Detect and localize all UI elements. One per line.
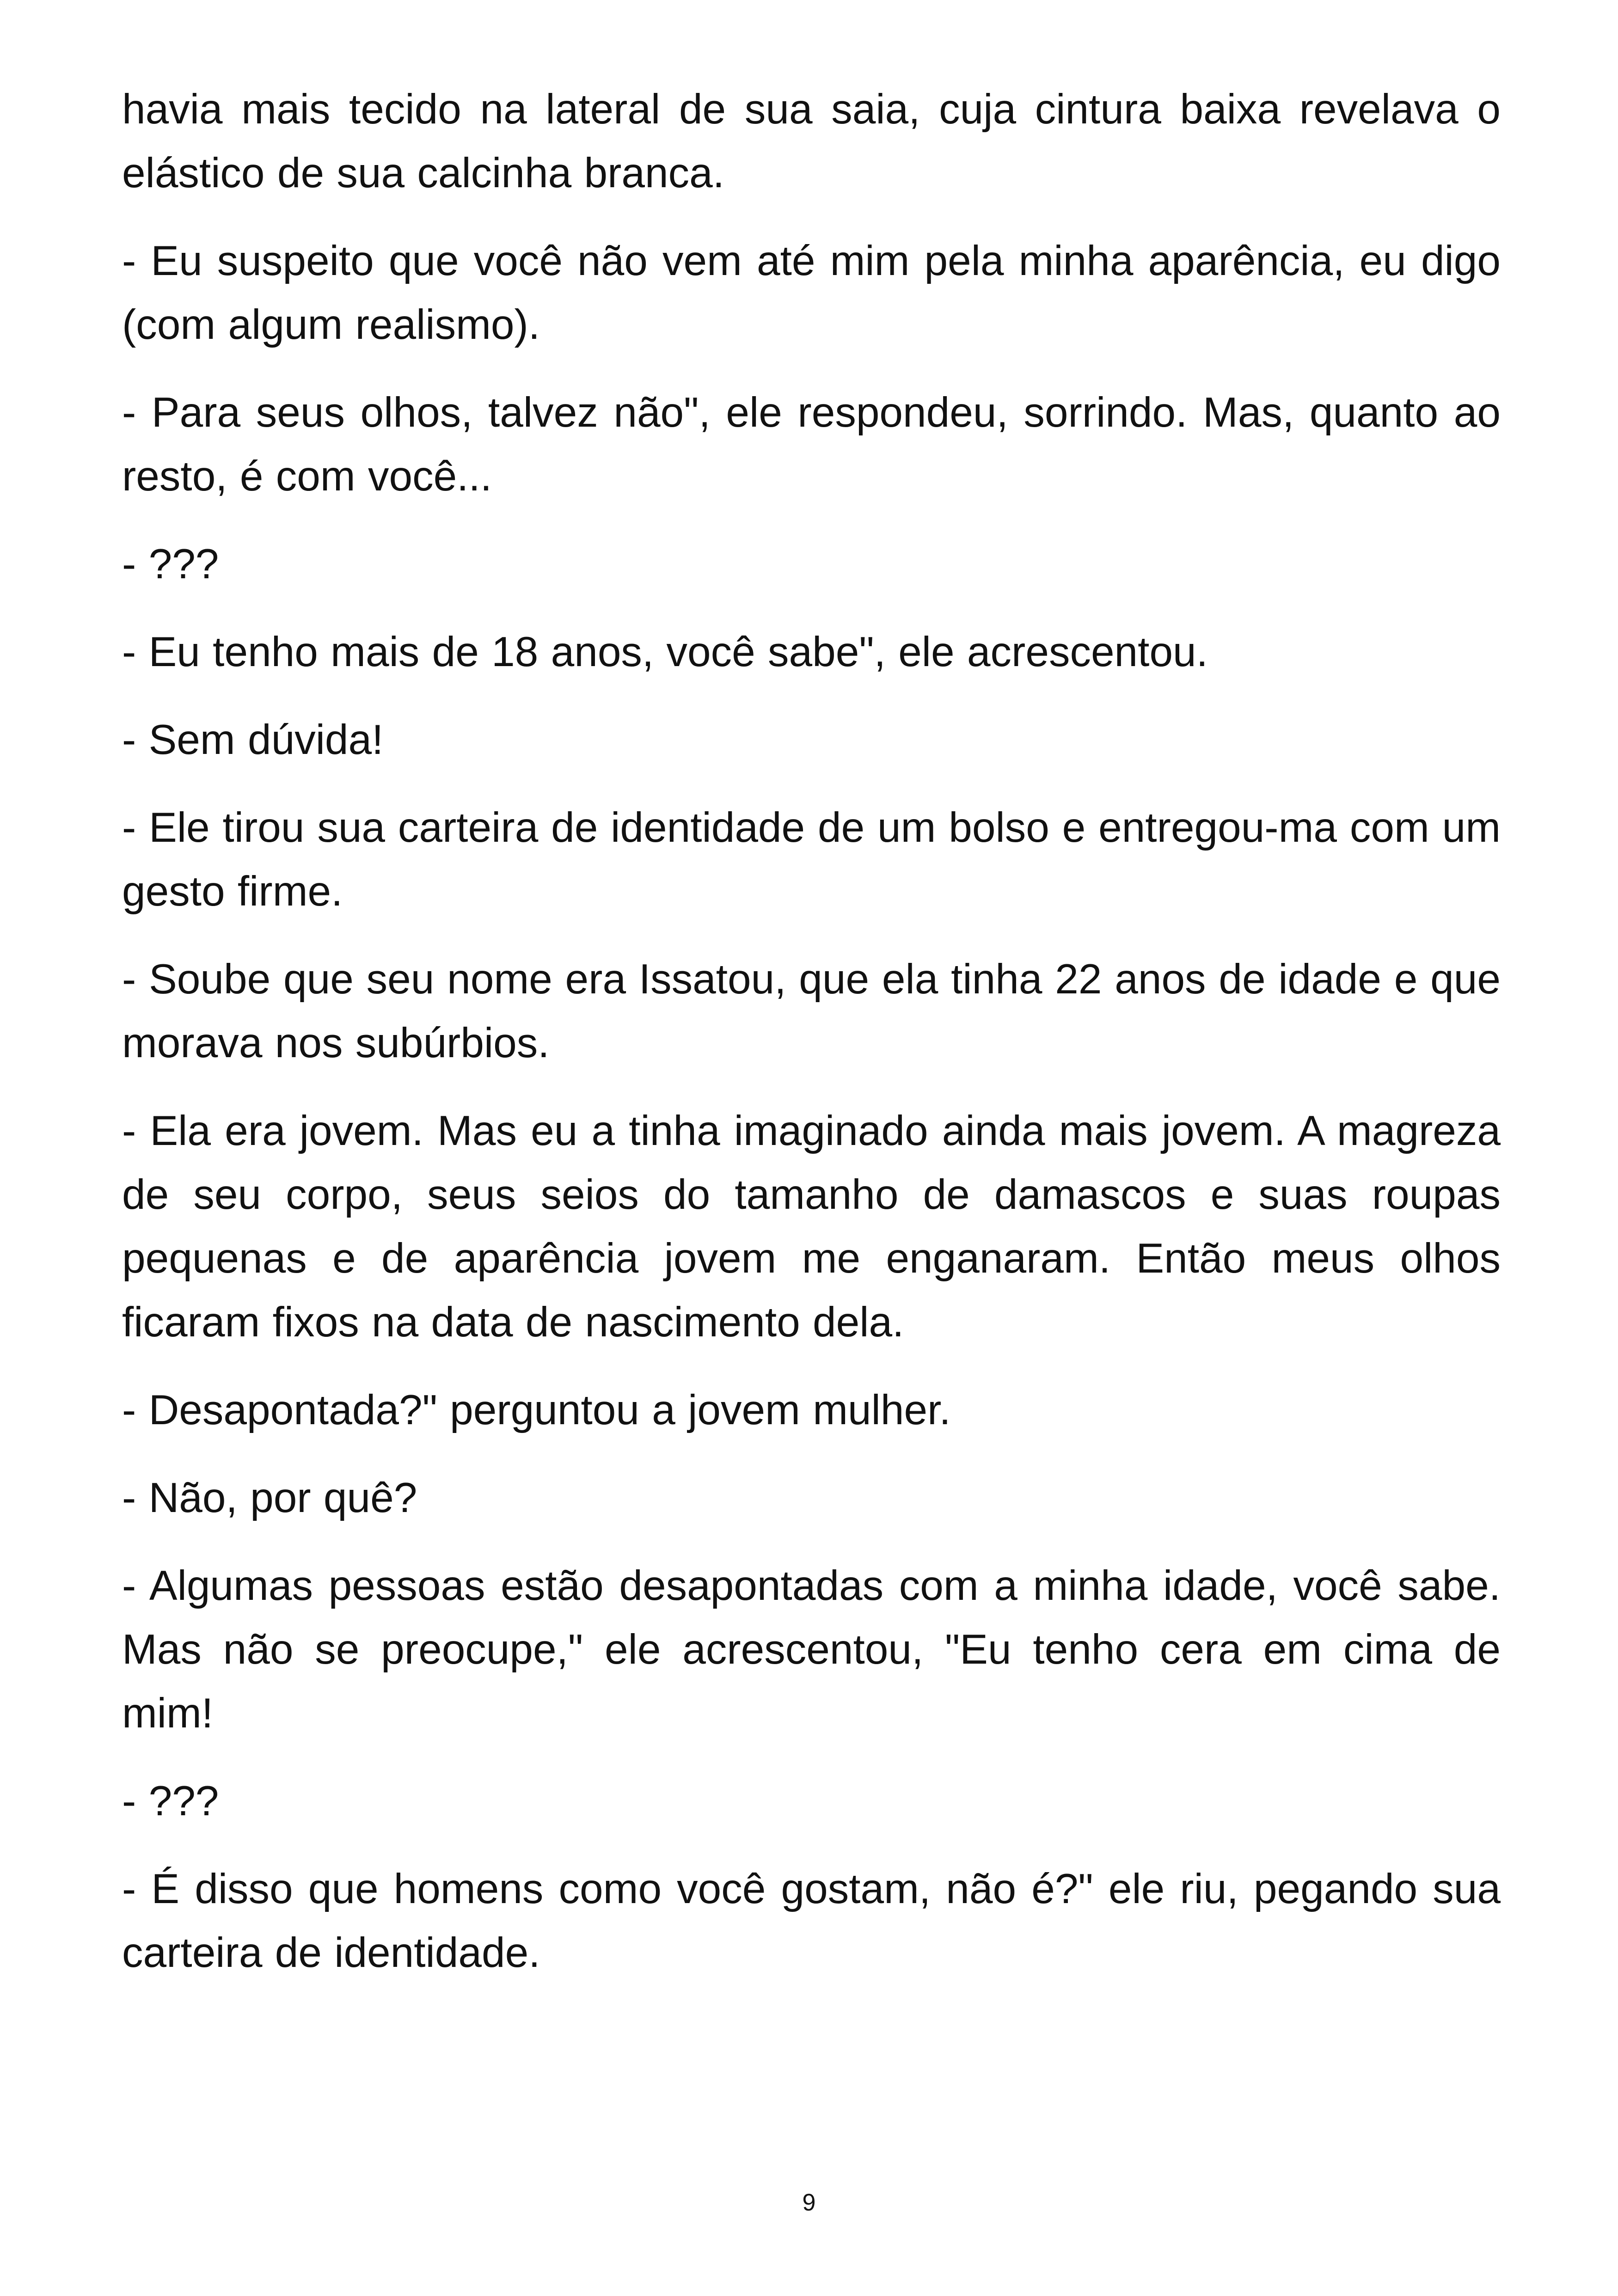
paragraph-10: - Desapontada?" perguntou a jovem mulher. (122, 1387, 951, 1433)
paragraph-14: - É disso que homens como você gostam, não é?" ele riu, pegando sua carteira de identidade. (122, 1866, 1501, 1976)
page-number: 9 (802, 2189, 816, 2216)
paragraph-3: - Para seus olhos, talvez não", ele respondeu, sorrindo. Mas, quanto ao resto, é com você... (122, 389, 1501, 500)
paragraph-1: havia mais tecido na lateral de sua saia, cuja cintura baixa revelava o elástico de sua calcinha branca. (122, 86, 1501, 196)
paragraph-12: - Algumas pessoas estão desapontadas com a minha idade, você sabe. Mas não se preocupe," ele acrescentou, "Eu tenho cera em cima de mim! (122, 1562, 1501, 1737)
paragraph-13: - ??? (122, 1778, 219, 1825)
paragraph-2: - Eu suspeito que você não vem até mim pela minha aparência, eu digo (com algum realismo). (122, 238, 1501, 348)
paragraph-11: - Não, por quê? (122, 1475, 417, 1521)
paragraph-8: - Soube que seu nome era Issatou, que ela tinha 22 anos de idade e que morava nos subúrbios. (122, 956, 1501, 1066)
page-body (122, 78, 1501, 2009)
paragraph-7: - Ele tirou sua carteira de identidade de um bolso e entregou-ma com um gesto firme. (122, 804, 1501, 915)
paragraph-6: - Sem dúvida! (122, 716, 384, 763)
paragraph-9: - Ela era jovem. Mas eu a tinha imaginado ainda mais jovem. A magreza de seu corpo, seus seios do tamanho de damascos e suas roupas pequenas e de aparência jovem me enganaram. Então meus olhos ficaram fixos na data de nascimento dela. (122, 1108, 1501, 1346)
paragraph-5: - Eu tenho mais de 18 anos, você sabe", ele acrescentou. (122, 629, 1208, 675)
paragraph-4: - ??? (122, 541, 219, 588)
